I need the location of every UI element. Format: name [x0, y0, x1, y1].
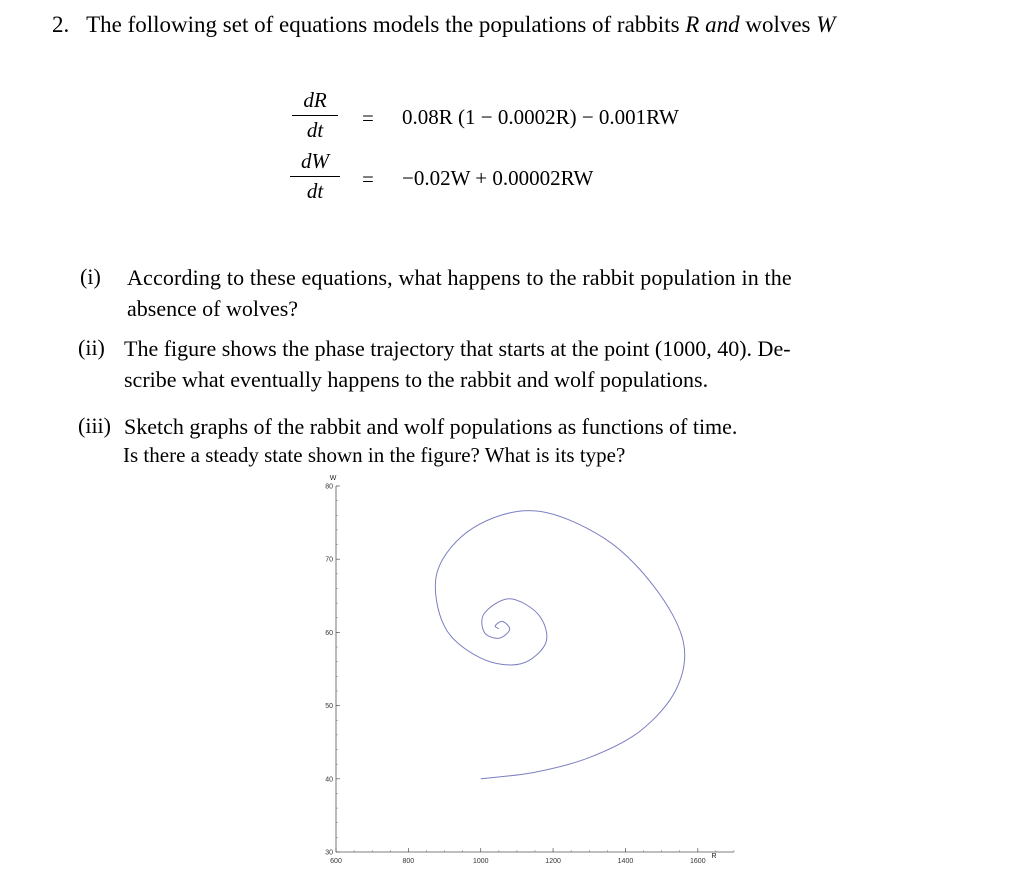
var-r: R — [685, 12, 700, 37]
y-tick-label: 70 — [325, 556, 333, 564]
eq1-denominator: dt — [306, 118, 324, 142]
wolves-word: wolves — [745, 12, 811, 37]
eq2-fraction-bar — [290, 176, 340, 177]
x-tick-label: 1600 — [690, 858, 706, 865]
eq1-fraction — [292, 88, 338, 143]
y-tick-label: 50 — [325, 703, 333, 711]
y-tick-label: 40 — [325, 776, 333, 784]
x-tick-label: 600 — [330, 858, 342, 865]
x-tick-label: 800 — [402, 858, 415, 865]
question-iii-line1: Sketch graphs of the rabbit and wolf populations as functions of time. — [124, 414, 738, 439]
problem-statement — [52, 12, 835, 38]
y-tick-label: 60 — [325, 629, 333, 637]
problem-number: 2. — [52, 12, 70, 37]
x-axis-label: R — [711, 853, 717, 860]
question-iii-line2: Is there a steady state shown in the figure? What is its type? — [123, 443, 626, 467]
question-ii-line2: scribe what eventually happens to the rabbit and wolf populations. — [124, 367, 709, 392]
x-tick-label: 1000 — [472, 858, 489, 865]
phase-plot — [300, 470, 740, 870]
y-axis-label: W — [329, 475, 337, 482]
y-tick-label: 80 — [325, 483, 333, 491]
eq2-denominator: dt — [306, 179, 324, 203]
eq1-fraction-bar — [292, 115, 338, 116]
question-i-label: (i) — [80, 264, 101, 289]
var-w: W — [816, 12, 836, 37]
question-i-line1: According to these equations, what happens to the rabbit population in the — [127, 265, 792, 290]
eq2-fraction — [290, 149, 340, 204]
x-tick-label: 1400 — [617, 858, 634, 865]
question-i-line2: absence of wolves? — [127, 296, 299, 321]
question-ii-line1: The figure shows the phase trajectory that starts at the point (1000, 40). De- — [124, 336, 791, 361]
phase-trajectory-line — [435, 511, 684, 779]
plot-axes — [336, 486, 734, 852]
plot-ticks — [325, 484, 734, 866]
question-iii-label: (iii) — [78, 413, 111, 438]
eq1-numerator: dR — [303, 88, 327, 112]
problem-intro: The following set of equations models the populations of rabbits — [86, 12, 680, 37]
eq1-equals: = — [362, 106, 374, 130]
eq2-rhs: −0.02W + 0.00002RW — [402, 166, 594, 190]
question-ii-label: (ii) — [78, 335, 105, 360]
and-word: and — [705, 12, 740, 37]
eq2-equals: = — [362, 167, 374, 191]
x-tick-label: 1200 — [545, 858, 561, 865]
eq2-numerator: dW — [301, 149, 329, 173]
plot-series — [435, 511, 684, 779]
eq1-rhs: 0.08R (1 − 0.0002R) − 0.001RW — [402, 105, 679, 129]
y-tick-label: 30 — [325, 849, 333, 857]
